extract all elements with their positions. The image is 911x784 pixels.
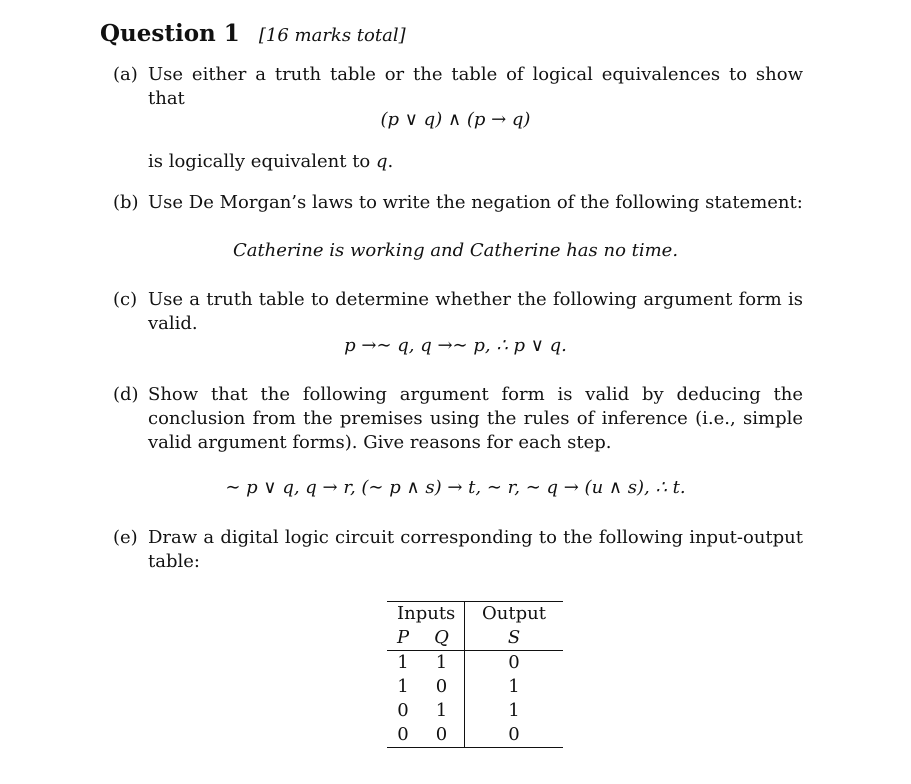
input-output-table: [387, 601, 563, 748]
part-a-conclusion-var: q: [376, 151, 388, 172]
part-a-conclusion-suffix: .: [387, 151, 394, 172]
col-p-header: P: [387, 626, 419, 651]
part-d: [113, 383, 803, 455]
question-title: Question 1: [100, 20, 240, 47]
part-a: [113, 63, 803, 111]
question-heading: [100, 20, 406, 47]
question-marks: [16 marks total]: [258, 25, 406, 46]
part-c-text: Use a truth table to determine whether the following argument form is valid.: [148, 289, 803, 334]
table-header-row: [387, 602, 563, 627]
cell-s: 0: [465, 723, 564, 748]
table-row: [387, 651, 563, 676]
col-s-header: S: [465, 626, 564, 651]
part-d-label: (d): [113, 384, 139, 405]
part-a-formula: (p ∨ q) ∧ (p → q): [380, 109, 531, 130]
part-b-text: Use De Morgan’s laws to write the negation of the following statement:: [148, 192, 803, 213]
part-a-text: Use either a truth table or the table of logical equivalences to show that: [148, 64, 803, 109]
table-row: [387, 699, 563, 723]
part-b-statement: Catherine is working and Catherine has no time.: [232, 240, 679, 261]
header-output: Output: [465, 602, 564, 627]
cell-p: 0: [397, 700, 409, 721]
part-c-label: (c): [113, 289, 138, 310]
part-b-label: (b): [113, 192, 139, 213]
table-row: [387, 723, 563, 748]
part-b: [113, 191, 803, 215]
cell-q: 0: [419, 723, 465, 748]
part-d-text: Show that the following argument form is valid by deducing the conclusion from the premises using the rules of inference (i.e., simple valid argument forms). Give reasons for each step.: [148, 384, 803, 453]
cell-q: 0: [419, 675, 465, 699]
part-e-label: (e): [113, 527, 138, 548]
col-q-header: Q: [419, 626, 465, 651]
cell-p: 1: [397, 652, 409, 673]
part-a-label: (a): [113, 64, 138, 85]
cell-p: 0: [387, 723, 419, 748]
part-e: [113, 526, 803, 574]
part-c: [113, 288, 803, 336]
cell-q: 1: [419, 651, 465, 676]
cell-q: 1: [419, 699, 465, 723]
table-subheader-row: [387, 626, 563, 651]
cell-s: 0: [508, 652, 520, 673]
cell-p: 1: [397, 676, 409, 697]
part-d-formula: ∼ p ∨ q, q → r, (∼ p ∧ s) → t, ∼ r, ∼ q → (u ∧ s), ∴ t.: [225, 477, 686, 498]
cell-s: 1: [508, 676, 520, 697]
part-a-conclusion-prefix: is logically equivalent to: [148, 151, 371, 172]
part-e-text: Draw a digital logic circuit corresponding to the following input-output table:: [148, 527, 803, 572]
table-row: [387, 675, 563, 699]
part-c-formula: p →∼ q, q →∼ p, ∴ p ∨ q.: [344, 335, 567, 356]
cell-s: 1: [508, 700, 520, 721]
header-inputs: Inputs: [387, 602, 465, 627]
part-a-conclusion: [148, 150, 393, 174]
